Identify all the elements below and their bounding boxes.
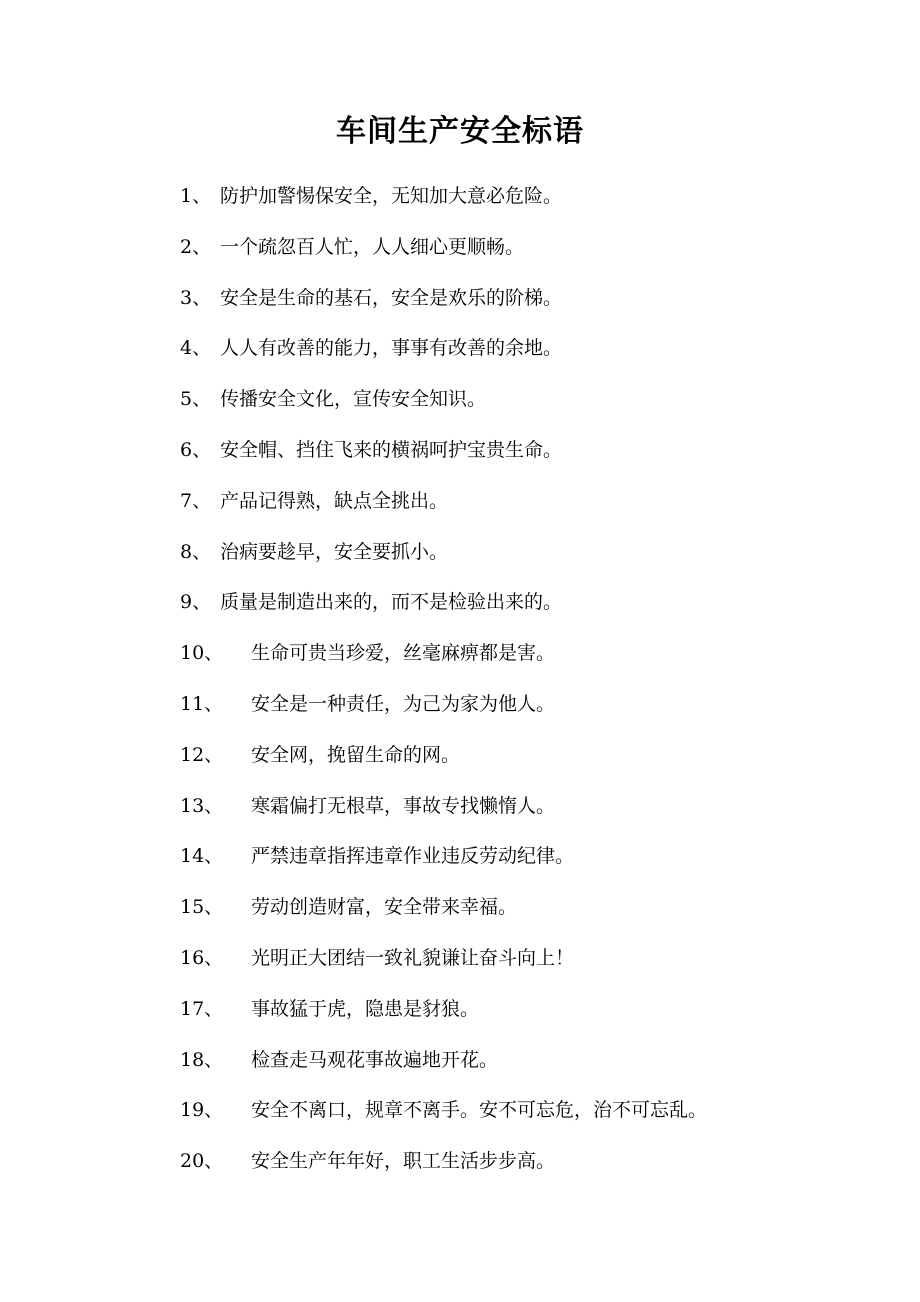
slogan-text: 治病要趁早，安全要抓小。 — [220, 540, 449, 563]
slogan-text: 防护加警惕保安全，无知加大意必危险。 — [220, 185, 563, 207]
slogan-item — [180, 735, 880, 786]
slogan-number: 10、 — [180, 642, 224, 665]
slogan-text: 安全生产年年好，职工生活步步高。 — [251, 1150, 556, 1173]
slogan-item — [180, 379, 880, 430]
slogan-number: 18、 — [180, 1048, 224, 1071]
slogan-text: 生命可贵当珍爱，丝毫麻痹都是害。 — [251, 642, 556, 665]
slogan-item — [180, 938, 880, 989]
slogan-number: 4、 — [180, 337, 212, 360]
slogan-text: 安全网，挽留生命的网。 — [251, 743, 461, 766]
slogan-text: 光明正大团结一致礼貌谦让奋斗向上！ — [251, 946, 575, 969]
slogan-number: 12、 — [180, 743, 224, 766]
slogan-text: 一个疏忽百人忙，人人细心更顺畅。 — [220, 235, 525, 258]
slogan-number: 14、 — [180, 845, 224, 868]
slogan-text: 安全帽、挡住飞来的横祸呵护宝贵生命。 — [220, 438, 563, 461]
slogan-text: 严禁违章指挥违章作业违反劳动纪律。 — [251, 845, 575, 868]
slogan-item — [180, 227, 880, 278]
slogan-item — [180, 278, 880, 329]
slogan-list — [180, 176, 880, 1192]
slogan-number: 5、 — [180, 388, 212, 411]
slogan-item — [180, 989, 880, 1040]
slogan-text: 安全是一种责任，为己为家为他人。 — [251, 692, 556, 715]
slogan-item — [180, 684, 880, 735]
slogan-number: 8、 — [180, 540, 212, 563]
slogan-item — [180, 481, 880, 532]
slogan-item — [180, 633, 880, 684]
slogan-item — [180, 532, 880, 583]
slogan-item — [180, 176, 880, 227]
slogan-number: 19、 — [180, 1099, 224, 1122]
slogan-number: 17、 — [180, 997, 224, 1020]
slogan-text: 劳动创造财富，安全带来幸福。 — [251, 896, 518, 919]
slogan-number: 16、 — [180, 946, 224, 969]
slogan-text: 事故猛于虎，隐患是豺狼。 — [251, 997, 480, 1020]
slogan-number: 11、 — [180, 692, 224, 715]
slogan-item — [180, 1141, 880, 1192]
slogan-number: 9、 — [180, 591, 212, 614]
slogan-item — [180, 1040, 880, 1091]
slogan-text: 安全是生命的基石，安全是欢乐的阶梯。 — [220, 286, 563, 309]
slogan-number: 6、 — [180, 438, 212, 461]
slogan-text: 产品记得熟，缺点全挑出。 — [220, 489, 449, 512]
slogan-number: 15、 — [180, 896, 224, 919]
slogan-number: 1、 — [180, 185, 212, 207]
slogan-text: 安全不离口，规章不离手。安不可忘危，治不可忘乱。 — [251, 1099, 708, 1122]
slogan-text: 人人有改善的能力，事事有改善的余地。 — [220, 337, 563, 360]
slogan-number: 3、 — [180, 286, 212, 309]
slogan-number: 13、 — [180, 794, 224, 817]
slogan-item — [180, 328, 880, 379]
document-title: 车间生产安全标语 — [336, 114, 584, 150]
slogan-item — [180, 887, 880, 938]
slogan-item — [180, 430, 880, 481]
slogan-item — [180, 836, 880, 887]
slogan-item — [180, 786, 880, 837]
slogan-item — [180, 1090, 880, 1141]
slogan-text: 寒霜偏打无根草，事故专找懒惰人。 — [251, 794, 556, 817]
slogan-text: 质量是制造出来的，而不是检验出来的。 — [220, 591, 563, 614]
slogan-item — [180, 582, 880, 633]
slogan-text: 传播安全文化，宣传安全知识。 — [220, 388, 487, 411]
slogan-number: 2、 — [180, 235, 212, 258]
slogan-number: 7、 — [180, 489, 212, 512]
slogan-text: 检查走马观花事故遍地开花。 — [251, 1048, 499, 1071]
slogan-number: 20、 — [180, 1150, 224, 1173]
